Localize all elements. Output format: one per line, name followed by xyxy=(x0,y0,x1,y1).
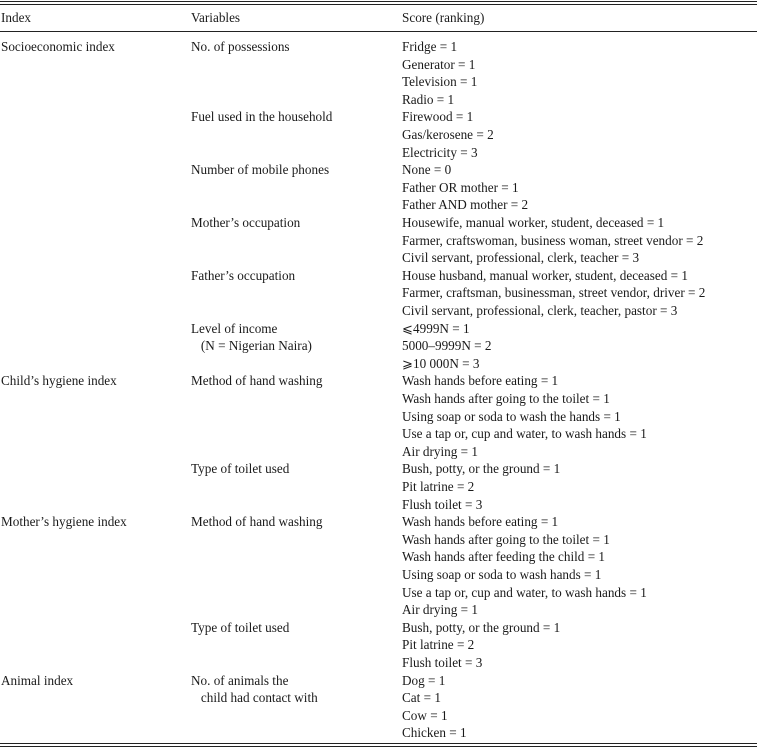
score-cell-line: Father AND mother = 2 xyxy=(402,197,529,213)
variable-cell xyxy=(191,108,332,126)
variable-cell-line: No. of animals the xyxy=(191,672,289,688)
score-cell-line: Farmer, craftswoman, business woman, street vendor = 2 xyxy=(402,232,704,248)
score-cell-line: Pit latrine = 2 xyxy=(402,478,475,494)
variable-cell-line: Father’s occupation xyxy=(191,267,296,283)
variable-cell-line: Method of hand washing xyxy=(191,373,323,389)
score-cell-line: Farmer, craftsman, businessman, street vendor, driver = 2 xyxy=(402,285,706,301)
score-cell-line: Use a tap or, cup and water, to wash hands = 1 xyxy=(402,426,647,442)
variable-cell xyxy=(191,513,323,531)
score-cell xyxy=(402,320,492,373)
score-cell xyxy=(402,161,528,214)
score-cell-line: Bush, potty, or the ground = 1 xyxy=(402,461,561,477)
score-cell-line: Using soap or soda to wash hands = 1 xyxy=(402,566,602,582)
score-cell-line: Cat = 1 xyxy=(402,690,441,706)
variable-cell-line: Fuel used in the household xyxy=(191,109,333,125)
score-cell-line: Housewife, manual worker, student, deceased = 1 xyxy=(402,215,665,230)
score-cell-line: Wash hands before eating = 1 xyxy=(402,514,559,530)
variable-cell xyxy=(191,214,300,232)
variable-cell-line: Number of mobile phones xyxy=(191,162,330,178)
score-cell-line: Air drying = 1 xyxy=(402,602,478,618)
score-cell-line: Wash hands after going to the toilet = 1 xyxy=(402,531,610,547)
score-cell xyxy=(402,267,705,320)
header-score: Score (ranking) xyxy=(402,10,485,25)
score-cell xyxy=(402,460,560,513)
score-cell xyxy=(402,513,647,619)
score-cell-line: Flush toilet = 3 xyxy=(402,654,483,670)
variable-cell xyxy=(191,372,323,390)
score-cell-line: Television = 1 xyxy=(402,74,478,90)
score-cell xyxy=(402,372,647,460)
score-cell-line: Radio = 1 xyxy=(402,91,455,107)
score-cell-line: Pit latrine = 2 xyxy=(402,637,475,653)
variable-cell xyxy=(191,672,318,707)
score-cell-line: Air drying = 1 xyxy=(402,443,478,459)
variable-cell xyxy=(191,460,289,478)
score-cell-line: Cow = 1 xyxy=(402,707,448,723)
score-cell xyxy=(402,619,560,672)
bottom-rule xyxy=(0,743,757,744)
score-cell-line: Wash hands after going to the toilet = 1 xyxy=(402,390,610,406)
score-cell-line: Civil servant, professional, clerk, teacher = 3 xyxy=(402,250,640,266)
variable-cell xyxy=(191,320,312,355)
score-cell-line: Wash hands before eating = 1 xyxy=(402,373,559,389)
variable-cell-line: Type of toilet used xyxy=(191,619,290,635)
variable-cell-line: Type of toilet used xyxy=(191,461,290,477)
score-cell xyxy=(402,38,477,108)
score-cell-line: Electricity = 3 xyxy=(402,144,478,160)
score-cell-line: ⩾10 000N = 3 xyxy=(402,355,480,371)
top-rule xyxy=(0,1,757,2)
bottom-rule-inner xyxy=(0,746,757,747)
index-cell: Child’s hygiene index xyxy=(1,373,117,389)
score-cell-line: Gas/kerosene = 2 xyxy=(402,126,494,142)
score-cell-line: None = 0 xyxy=(402,162,452,178)
score-cell-line: Father OR mother = 1 xyxy=(402,179,519,195)
variable-cell-line: Mother’s occupation xyxy=(191,215,301,230)
variable-cell xyxy=(191,38,290,56)
variable-cell-line: Method of hand washing xyxy=(191,514,323,530)
score-cell-line: Dog = 1 xyxy=(402,672,446,688)
score-cell-line: Flush toilet = 3 xyxy=(402,496,483,512)
score-cell-line: Use a tap or, cup and water, to wash hands = 1 xyxy=(402,584,647,600)
header-index: Index xyxy=(1,10,32,25)
score-cell-line: Using soap or soda to wash the hands = 1 xyxy=(402,408,621,424)
variable-cell xyxy=(191,161,329,179)
score-cell-line: House husband, manual worker, student, deceased = 1 xyxy=(402,267,688,283)
score-cell-line: Civil servant, professional, clerk, teacher, pastor = 3 xyxy=(402,302,678,318)
variable-cell-line: (N = Nigerian Naira) xyxy=(191,338,312,354)
variable-cell-line: Level of income xyxy=(191,320,278,336)
score-cell xyxy=(402,108,494,161)
header-rule xyxy=(0,31,757,32)
score-cell-line: Fridge = 1 xyxy=(402,39,458,54)
score-cell-line: Bush, potty, or the ground = 1 xyxy=(402,619,561,635)
index-cell: Mother’s hygiene index xyxy=(1,514,127,530)
score-cell-line: 5000–9999N = 2 xyxy=(402,338,492,354)
index-cell: Animal index xyxy=(1,672,74,688)
score-cell xyxy=(402,672,467,742)
index-cell: Socioeconomic index xyxy=(1,39,115,54)
score-cell-line: Generator = 1 xyxy=(402,56,476,72)
score-cell-line: Chicken = 1 xyxy=(402,725,467,741)
variable-cell-line: No. of possessions xyxy=(191,39,290,54)
score-cell-line: ⩽4999N = 1 xyxy=(402,320,470,336)
score-cell-line: Firewood = 1 xyxy=(402,109,474,125)
top-rule-inner xyxy=(0,4,757,5)
score-cell-line: Wash hands after feeding the child = 1 xyxy=(402,549,606,565)
variable-cell-line: child had contact with xyxy=(191,690,318,706)
variable-cell xyxy=(191,619,289,637)
header-variables: Variables xyxy=(191,10,241,25)
variable-cell xyxy=(191,267,295,285)
score-cell xyxy=(402,214,703,267)
